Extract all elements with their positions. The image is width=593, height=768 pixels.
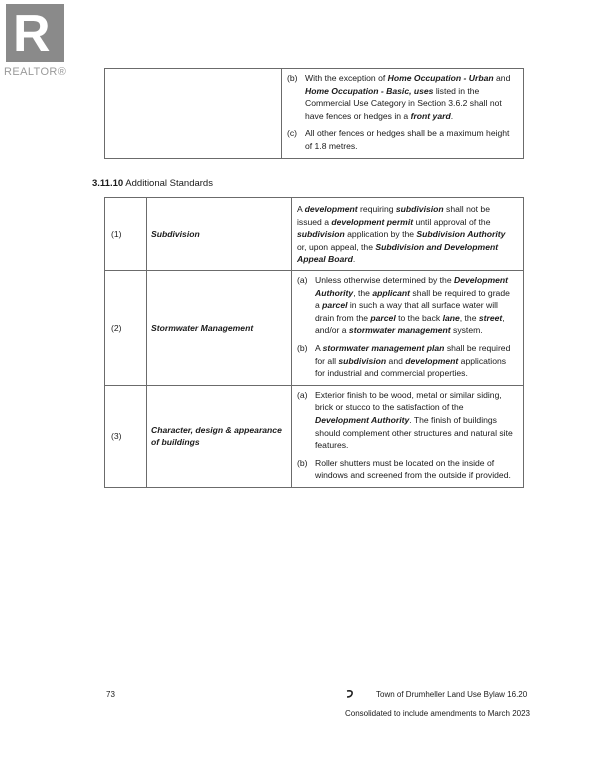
item-letter: (b): [287, 73, 298, 83]
row-label: Character, design & appearance of buildings: [147, 385, 292, 487]
realtor-wordmark: REALTOR: [4, 66, 58, 78]
section-number: 3.11.10: [92, 178, 124, 189]
defined-term: parcel: [322, 300, 348, 311]
defined-term: parcel: [370, 312, 396, 323]
defined-term: Development Authority: [315, 274, 508, 298]
table-row: [105, 270, 524, 385]
table-row: [105, 198, 524, 271]
section-title: Additional Standards: [125, 178, 213, 189]
item-text: Roller shutters must be located on the inside of windows and screened from the outside if provided.: [315, 457, 511, 481]
provision-item: [297, 457, 517, 482]
item-text: Unless otherwise determined by the Development Authority, the applicant shall be required to grade a parcel in such a way that all surface water will drain from the parcel to the back lane, the street, and/or a stormwater management system.: [315, 274, 510, 336]
row-label: Subdivision: [147, 198, 292, 271]
defined-term: front yard: [410, 110, 451, 121]
item-text: A stormwater management plan shall be required for all subdivision and development applications for industrial and commercial properties.: [315, 342, 511, 379]
table-row: [105, 69, 524, 159]
defined-term: Home Occupation - Urban: [387, 73, 494, 83]
provision-text: A development requiring subdivision shall not be issued a development permit until approval of the subdivision application by the Subdivision Authority or, upon appeal, the Subdivision and Development Appeal Board.: [297, 204, 506, 265]
defined-term: development permit: [331, 216, 414, 227]
realtor-logo-icon: R: [6, 4, 64, 62]
item-letter: (a): [297, 274, 308, 285]
item-text: Exterior finish to be wood, metal or similar siding, brick or stucco to the satisfaction of the Development Authority. The finish of buildings should complement other structures and natural site features.: [315, 389, 513, 451]
defined-term: street: [478, 312, 503, 323]
row-number: (3): [105, 385, 147, 487]
fences-table-continued: [104, 68, 524, 159]
table-row: [105, 385, 524, 487]
row-number: (2): [105, 270, 147, 385]
defined-term: subdivision: [297, 229, 345, 240]
defined-term: applicant: [372, 287, 411, 298]
provision-cell: [292, 385, 524, 487]
provision-cell: [282, 69, 524, 159]
registered-mark: ®: [57, 66, 67, 78]
row-number: (1): [105, 198, 147, 271]
defined-term: Subdivision and Development Appeal Board: [297, 241, 499, 265]
item-letter: (a): [297, 389, 308, 400]
defined-term: subdivision: [338, 355, 387, 366]
footer-title: Town of Drumheller Land Use Bylaw 16.20: [376, 690, 528, 699]
realtor-watermark: [4, 4, 70, 78]
defined-term: development: [405, 355, 459, 366]
item-text: All other fences or hedges shall be a maximum height of 1.8 metres.: [305, 128, 510, 151]
empty-label-cell: [105, 69, 282, 159]
town-logo-icon: [345, 689, 355, 699]
item-letter: (b): [297, 457, 308, 468]
provision-item: [287, 127, 517, 152]
provision-cell: [292, 270, 524, 385]
defined-term: Development Authority: [315, 414, 410, 425]
defined-term: stormwater management plan: [322, 342, 445, 353]
defined-term: Subdivision Authority: [416, 229, 506, 240]
provision-item: [297, 274, 517, 337]
item-letter: (c): [287, 128, 298, 139]
footer-subtitle: Consolidated to include amendments to March 2023: [345, 709, 530, 718]
defined-term: stormwater management: [348, 325, 451, 336]
defined-term: development: [304, 204, 358, 214]
provision-item: [297, 342, 517, 380]
item-letter: (b): [297, 342, 308, 353]
provision-item: [287, 72, 517, 122]
page-number: 73: [106, 690, 115, 699]
item-text: With the exception of Home Occupation - Urban and Home Occupation - Basic, uses listed in the Commercial Use Category in Section 3.6.2 shall not have fences or hedges in a front yard.: [305, 73, 511, 121]
provision-item: [297, 389, 517, 452]
row-label: Stormwater Management: [147, 270, 292, 385]
section-heading: [92, 178, 213, 189]
additional-standards-table: [104, 197, 524, 488]
defined-term: lane: [442, 312, 460, 323]
defined-term: subdivision: [395, 204, 444, 214]
provision-cell: [292, 198, 524, 271]
defined-term: Home Occupation - Basic, uses: [305, 85, 434, 96]
